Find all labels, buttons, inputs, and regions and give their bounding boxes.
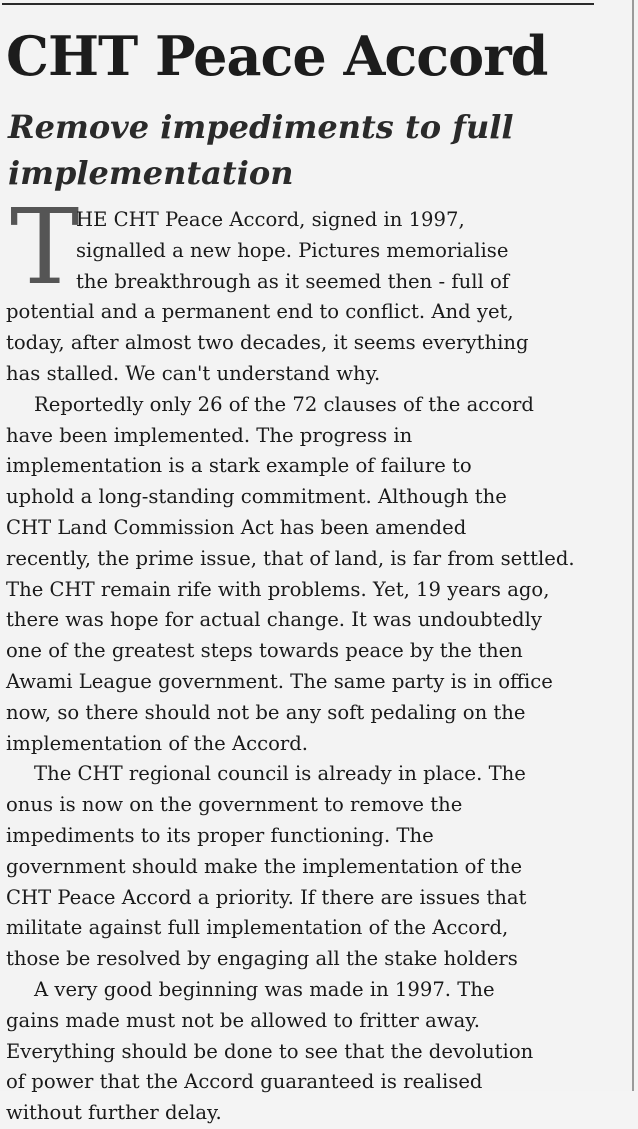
body-line: today, after almost two decades, it seems everything xyxy=(6,331,529,355)
body-line: gains made must not be allowed to fritter away. xyxy=(6,1008,480,1032)
body-line: potential and a permanent end to conflict. And yet, xyxy=(6,300,514,324)
body-line: recently, the prime issue, that of land, is far from settled. xyxy=(6,546,575,570)
body-line: have been implemented. The progress in xyxy=(6,423,413,447)
body-line: Awami League government. The same party is in office xyxy=(6,669,553,693)
body-line: signalled a new hope. Pictures memorialise xyxy=(76,238,509,262)
body-line: has stalled. We can't understand why. xyxy=(6,361,381,385)
body-line: government should make the implementation of the xyxy=(6,854,523,878)
body-line: The CHT remain rife with problems. Yet, 19 years ago, xyxy=(6,577,550,601)
body-line: impediments to its proper functioning. The xyxy=(6,823,434,847)
body-line: A very good beginning was made in 1997. The xyxy=(34,977,495,1001)
body-line: implementation is a stark example of failure to xyxy=(6,454,472,478)
body-line: CHT Land Commission Act has been amended xyxy=(6,515,467,539)
headline: CHT Peace Accord xyxy=(6,24,548,88)
top-rule xyxy=(2,3,594,5)
body-line: there was hope for actual change. It was undoubtedly xyxy=(6,608,542,632)
body-line: uphold a long-standing commitment. Although the xyxy=(6,485,507,509)
subheadline: Remove impediments to full implementation xyxy=(8,108,514,192)
body-line: Everything should be done to see that the devolution xyxy=(6,1039,534,1063)
column-rule xyxy=(632,0,634,1091)
body-line: Reportedly only 26 of the 72 clauses of the accord xyxy=(34,392,534,416)
body-line: without further delay. xyxy=(6,1101,222,1125)
body-line: The CHT regional council is already in place. The xyxy=(34,762,526,786)
body-line: the breakthrough as it seemed then - full of xyxy=(76,269,510,293)
body-line: onus is now on the government to remove the xyxy=(6,793,463,817)
body-line: now, so there should not be any soft pedaling on the xyxy=(6,700,526,724)
article-body xyxy=(6,205,630,1129)
body-line: of power that the Accord guaranteed is realised xyxy=(6,1070,483,1094)
body-line: CHT Peace Accord a priority. If there are issues that xyxy=(6,885,527,909)
body-line: those be resolved by engaging all the stake holders xyxy=(6,947,518,971)
drop-cap: T xyxy=(10,186,80,308)
body-line: implementation of the Accord. xyxy=(6,731,309,755)
body-line: HE CHT Peace Accord, signed in 1997, xyxy=(76,208,465,231)
body-line: militate against full implementation of the Accord, xyxy=(6,916,509,940)
body-line: one of the greatest steps towards peace by the then xyxy=(6,639,523,663)
